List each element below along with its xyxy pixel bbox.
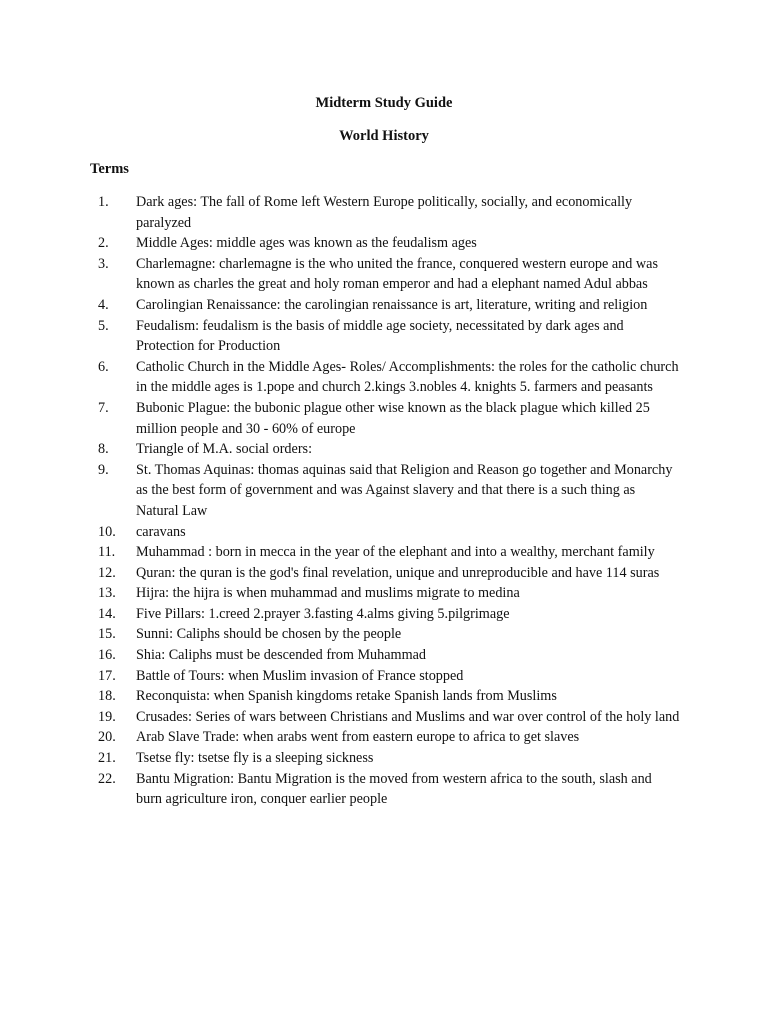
list-item-text: Reconquista: when Spanish kingdoms retake Spanish lands from Muslims [136, 688, 557, 705]
list-item [0, 522, 768, 543]
list-item-number: 9. [98, 461, 109, 478]
list-item [0, 542, 768, 563]
list-item-text: Dark ages: The fall of Rome left Western Europe politically, socially, and economically paralyzed [136, 194, 633, 231]
list-item-number: 12. [98, 564, 116, 581]
section-heading-terms: Terms [90, 161, 129, 177]
list-item-text: Catholic Church in the Middle Ages- Roles/ Accomplishments: the roles for the catholic church in the middle ages is 1.pope and church 2.kings 3.nobles 4. knights 5. farmers and peasants [136, 358, 679, 396]
list-item-number: 17. [98, 667, 116, 684]
list-item [0, 686, 768, 707]
list-item-number: 16. [98, 647, 116, 664]
list-item-text: Shia: Caliphs must be descended from Muhammad [136, 647, 427, 664]
list-item [0, 769, 768, 810]
list-item [0, 295, 768, 316]
list-item-number: 21. [98, 750, 116, 767]
list-item-text: Quran: the quran is the god's final revelation, unique and unreproducible and have 114 suras [136, 564, 660, 581]
list-item [0, 727, 768, 748]
document-title: Midterm Study Guide [315, 95, 453, 111]
list-item-number: 19. [98, 708, 116, 725]
list-item-number: 8. [98, 441, 109, 458]
list-item-number: 4. [98, 296, 109, 313]
list-item-text: Hijra: the hijra is when muhammad and muslims migrate to medina [136, 585, 520, 602]
list-item-number: 14. [98, 605, 116, 622]
list-item-text: Crusades: Series of wars between Christians and Muslims and war over control of the holy land [136, 708, 680, 725]
list-item-text: Tsetse fly: tsetse fly is a sleeping sickness [136, 750, 374, 767]
list-item-number: 11. [98, 544, 116, 561]
list-item [0, 563, 768, 584]
list-item-number: 2. [98, 235, 109, 252]
list-item [0, 460, 768, 522]
list-item-number: 22. [98, 770, 116, 787]
list-item-number: 20. [98, 729, 116, 746]
list-item-number: 18. [98, 688, 116, 705]
list-item-text: Triangle of M.A. social orders: [136, 441, 313, 458]
list-item [0, 707, 768, 728]
list-item-text: caravans [136, 523, 186, 540]
list-item-text: St. Thomas Aquinas: thomas aquinas said that Religion and Reason go together and Monarchy as the best form of government and was Against slavery and that there is a such thing as Natural Law [136, 461, 673, 519]
list-item-number: 13. [98, 585, 116, 602]
list-item [0, 748, 768, 769]
list-item-text: Arab Slave Trade: when arabs went from eastern europe to africa to get slaves [136, 729, 580, 746]
list-item [0, 398, 768, 439]
list-item-number: 7. [98, 399, 109, 416]
list-item-number: 3. [98, 255, 109, 272]
list-item [0, 316, 768, 357]
list-item-text: Bubonic Plague: the bubonic plague other wise known as the black plague which killed 25 million people and 30 - 60% of europe [136, 399, 650, 437]
list-item [0, 624, 768, 645]
document-subtitle: World History [339, 128, 429, 144]
list-item-number: 1. [98, 194, 109, 210]
list-item-text: Bantu Migration: Bantu Migration is the moved from western africa to the south, slash and burn agriculture iron, conquer earlier people [136, 770, 652, 808]
list-item-text: Muhammad : born in mecca in the year of the elephant and into a wealthy, merchant family [136, 544, 655, 561]
list-item-number: 5. [98, 317, 109, 334]
list-item [0, 233, 768, 254]
list-item [0, 254, 768, 295]
list-item [0, 583, 768, 604]
list-item-text: Five Pillars: 1.creed 2.prayer 3.fasting 4.alms giving 5.pilgrimage [136, 605, 510, 622]
list-item-number: 10. [98, 523, 116, 540]
list-item [0, 439, 768, 460]
list-item [0, 357, 768, 398]
list-item [0, 666, 768, 687]
list-item [0, 645, 768, 666]
list-item-text: Battle of Tours: when Muslim invasion of France stopped [136, 667, 464, 684]
list-item [0, 192, 768, 233]
list-item-text: Middle Ages: middle ages was known as the feudalism ages [136, 235, 477, 252]
list-item-text: Sunni: Caliphs should be chosen by the people [136, 626, 402, 643]
list-item [0, 604, 768, 625]
list-item-text: Feudalism: feudalism is the basis of middle age society, necessitated by dark ages and Protection for Production [136, 317, 624, 355]
list-item-text: Carolingian Renaissance: the carolingian renaissance is art, literature, writing and religion [136, 296, 648, 313]
terms-list [0, 192, 768, 810]
list-item-text: Charlemagne: charlemagne is the who united the france, conquered western europe and was known as charles the great and holy roman emperor and had a elephant named Adul abbas [136, 255, 658, 293]
list-item-number: 6. [98, 358, 109, 375]
list-item-number: 15. [98, 626, 116, 643]
